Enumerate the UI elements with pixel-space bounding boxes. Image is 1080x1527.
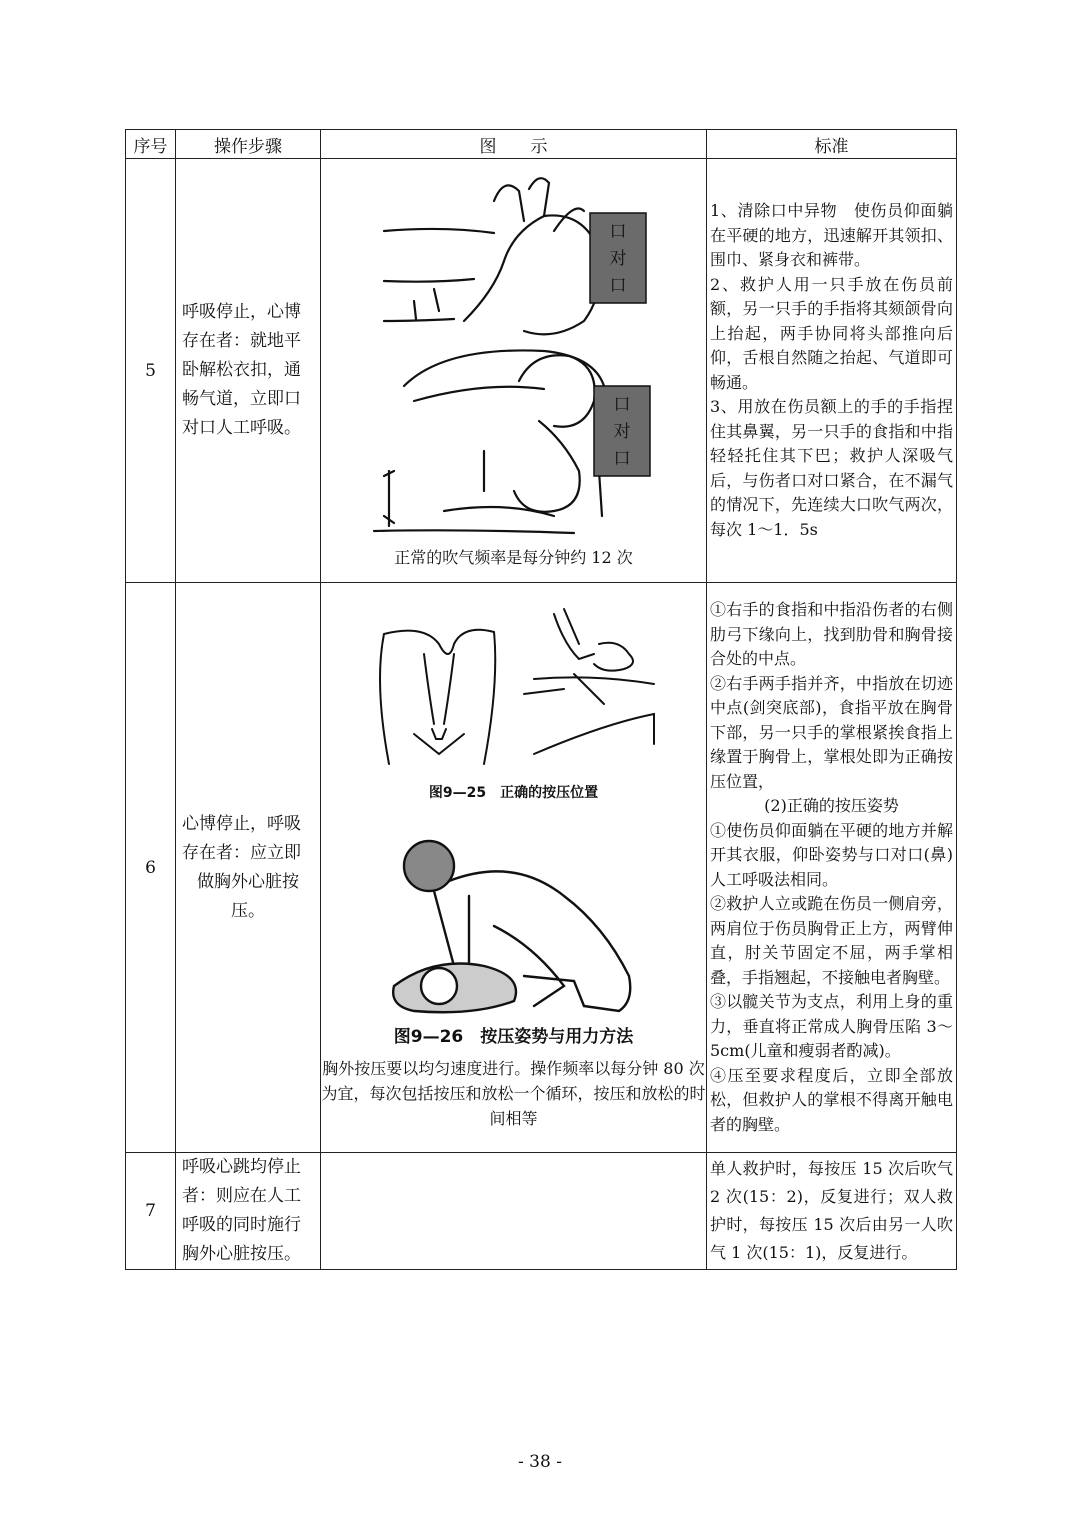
step-line: 卧解松衣扣，通 <box>182 360 301 380</box>
header-no: 序号 <box>126 130 176 159</box>
figure-cell <box>321 159 707 583</box>
step-line: 存在者：就地平 <box>182 331 301 351</box>
step-line: 心博停止，呼吸 <box>182 813 301 834</box>
step-line: 畅气道，立即口 <box>182 389 301 409</box>
standard-cell <box>707 159 957 583</box>
compression-position-illustration <box>364 604 664 779</box>
figure-title: 图9—25 正确的按压位置 <box>428 785 599 801</box>
header-standard: 标准 <box>707 130 957 159</box>
standard-paragraph: ②救护人立或跪在伤员一侧肩旁，两肩位于伤员胸骨正上方，两臂伸直，肘关节固定不屈，两手掌相叠，手指翘起，不接触电者胸壁。 <box>710 894 953 987</box>
step-line: 呼吸心跳均停止 <box>182 1157 301 1177</box>
box-char: 口 <box>609 276 626 296</box>
box-char: 对 <box>609 249 626 269</box>
standard-paragraph: ②右手两手指并齐，中指放在切迹中点(剑突底部)，食指平放在胸骨下部，另一只手的掌根紧挨食指上缘置于胸骨上，掌根处即为正确按压位置， <box>710 673 953 791</box>
step-description <box>176 1153 321 1270</box>
standard-paragraph: 单人救护时，每按压 15 次后吹气 2 次(15：2)，反复进行；双人救护时，每按压 15 次后由另一人吹气 1 次(15：1)，反复进行。 <box>710 1159 953 1262</box>
step-line: 呼吸停止，心博 <box>182 302 301 322</box>
step-line: 呼吸的同时施行 <box>182 1215 301 1235</box>
standard-cell <box>707 1153 957 1270</box>
mouth-to-mouth-label-box <box>594 386 650 476</box>
rescue-breathing-illustration <box>344 171 684 543</box>
header-figure: 图 示 <box>321 130 707 159</box>
standard-paragraph: ④压至要求程度后，立即全部放松，但救护人的掌根不得离开触电者的胸壁。 <box>710 1065 953 1134</box>
first-aid-steps-table <box>125 129 957 1270</box>
figure-cell <box>321 1153 707 1270</box>
standard-paragraph: (2)正确的按压姿势 <box>764 796 899 815</box>
compression-posture-illustration <box>374 836 654 1021</box>
step-line: 对口人工呼吸。 <box>182 418 301 438</box>
step-line: 压。 <box>231 900 265 921</box>
box-char: 对 <box>613 422 630 442</box>
box-char: 口 <box>613 449 630 469</box>
step-line: 存在者：应立即 <box>182 842 301 863</box>
figure-title: 图9—26 按压姿势与用力方法 <box>393 1027 634 1047</box>
row-number: 7 <box>126 1153 176 1270</box>
standard-paragraph: ③以髋关节为支点，利用上身的重力，垂直将正常成人胸骨压陷 3～5cm(儿童和瘦弱者酌减)。 <box>710 992 953 1060</box>
standard-paragraph: 1、清除口中异物 使伤员仰面躺在平硬的地方，迅速解开其领扣、围巾、紧身衣和裤带。 <box>710 201 953 269</box>
standard-paragraph: 3、用放在伤员额上的手的手指捏住其鼻翼，另一只手的食指和中指轻轻托住其下巴；救护人深吸气后，与伤者口对口紧合，在不漏气的情况下，先连续大口吹气两次，每次 1～1．5s <box>710 397 953 539</box>
figure-cell <box>321 583 707 1153</box>
row-number: 6 <box>126 583 176 1153</box>
box-char: 口 <box>609 222 626 242</box>
figure-caption: 胸外按压要以均匀速度进行。操作频率以每分钟 80 次为宜，每次包括按压和放松一个循环，按压和放松的时间相等 <box>321 1059 706 1128</box>
standard-cell <box>707 583 957 1153</box>
table-row <box>126 583 957 1153</box>
page-number: - 38 - <box>518 1452 562 1472</box>
figure-caption: 正常的吹气频率是每分钟约 12 次 <box>394 548 633 567</box>
mouth-to-mouth-label-box <box>590 213 646 303</box>
standard-paragraph: 2、救护人用一只手放在伤员前额，另一只手的手指将其颏颌骨向上抬起，两手协同将头部推向后仰，舌根自然随之抬起、气道即可畅通。 <box>710 274 953 392</box>
table-row <box>126 159 957 583</box>
header-row <box>126 130 957 159</box>
header-step: 操作步骤 <box>176 130 321 159</box>
step-line: 做胸外心脏按 <box>197 871 299 892</box>
standard-paragraph: ①右手的食指和中指沿伤者的右侧肋弓下缘向上，找到肋骨和胸骨接合处的中点。 <box>710 600 953 668</box>
row-number: 5 <box>126 159 176 583</box>
standard-paragraph: ①使伤员仰面躺在平硬的地方并解开其衣服，仰卧姿势与口对口(鼻)人工呼吸法相同。 <box>710 820 953 889</box>
step-description <box>176 583 321 1153</box>
box-char: 口 <box>613 395 630 415</box>
step-description <box>176 159 321 583</box>
step-line: 胸外心脏按压。 <box>182 1244 301 1264</box>
step-line: 者：则应在人工 <box>182 1186 301 1206</box>
table-row <box>126 1153 957 1270</box>
